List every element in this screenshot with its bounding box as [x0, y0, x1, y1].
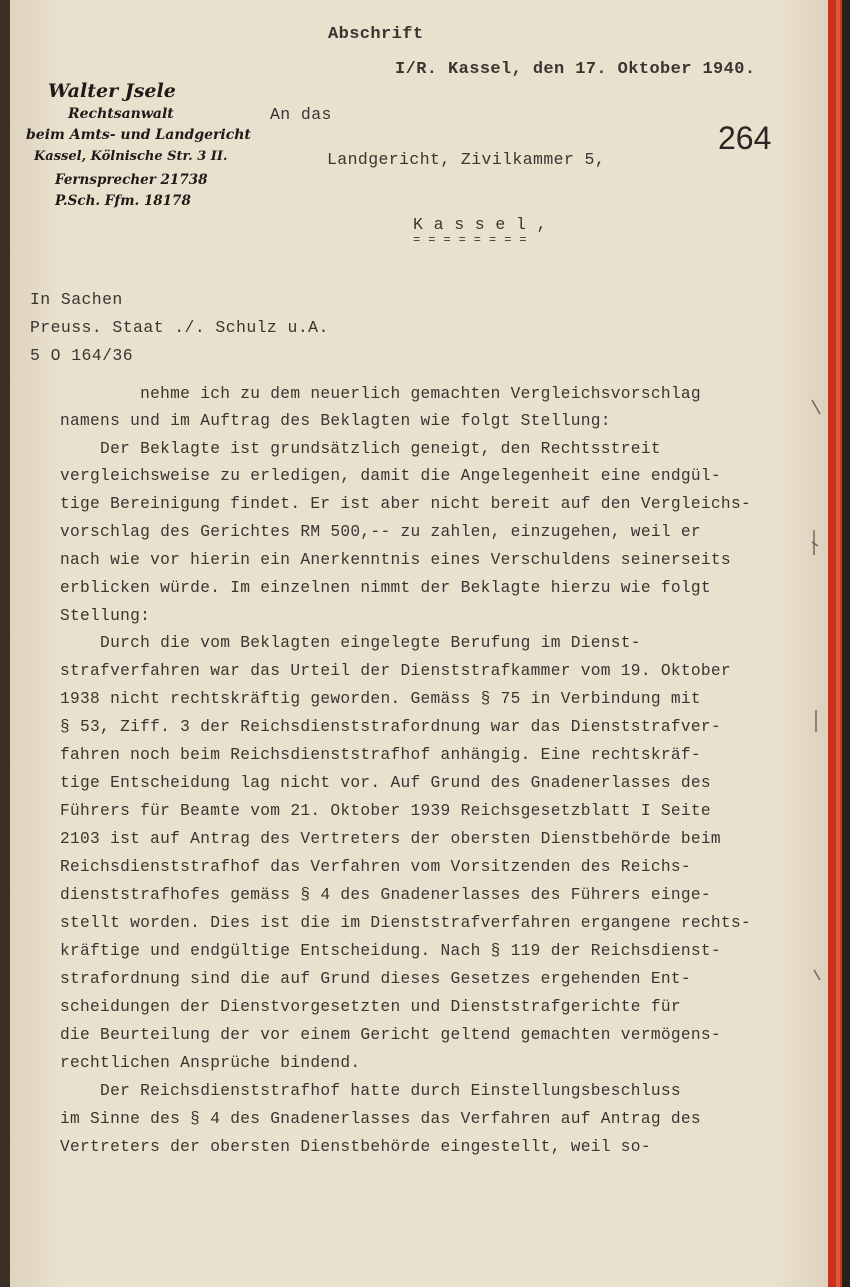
letterhead-phone: Fernsprecher 21738: [55, 172, 208, 188]
page-number: 264: [718, 120, 772, 156]
page-left-edge: [0, 0, 10, 1287]
body-line-26: Der Reichsdienststrafhof hatte durch Einstellungsbeschluss: [60, 1082, 681, 1100]
letterhead-postal: P.Sch. Ffm. 18178: [55, 193, 191, 209]
body-line-8: erblicken würde. Im einzelnen nimmt der Beklagte hierzu wie folgt: [60, 579, 711, 597]
body-line-9: Stellung:: [60, 607, 151, 625]
body-line-16: Führers für Beamte vom 21. Oktober 1939 Reichsgesetzblatt I Seite: [60, 802, 711, 820]
case-number: 5 O 164/36: [30, 346, 134, 365]
body-line-3: Der Beklagte ist grundsätzlich geneigt, den Rechtsstreit: [60, 440, 661, 458]
body-line-18: Reichsdienststrafhof das Verfahren vom Vorsitzenden des Reichs-: [60, 858, 691, 876]
body-line-11: strafverfahren war das Urteil der Dienststrafkammer vom 19. Oktober: [60, 662, 731, 680]
body-line-6: vorschlag des Gerichtes RM 500,-- zu zahlen, einzugehen, weil er: [60, 523, 701, 541]
red-folder-highlight: [836, 0, 840, 1287]
reference-date: I/R. Kassel, den 17. Oktober 1940.: [395, 60, 756, 79]
body-line-20: stellt worden. Dies ist die im Dienststrafverfahren ergangene rechts-: [60, 914, 751, 932]
recipient-city: K a s s e l ,: [413, 215, 547, 234]
body-line-13: § 53, Ziff. 3 der Reichsdienststrafordnung war das Dienststrafver-: [60, 718, 721, 736]
body-line-5: tige Bereinigung findet. Er ist aber nicht bereit auf den Vergleichs-: [60, 495, 751, 513]
body-line-24: die Beurteilung der vor einem Gericht geltend gemachten vermögens-: [60, 1026, 721, 1044]
recipient-line1: An das: [270, 105, 332, 124]
page-right-edge: [842, 0, 850, 1287]
case-parties: Preuss. Staat ./. Schulz u.A.: [30, 318, 329, 337]
body-line-28: Vertreters der obersten Dienstbehörde eingestellt, weil so-: [60, 1138, 651, 1156]
letterhead-address: Kassel, Kölnische Str. 3 II.: [34, 149, 228, 164]
body-line-10: Durch die vom Beklagten eingelegte Berufung im Dienst-: [60, 634, 641, 652]
body-line-27: im Sinne des § 4 des Gnadenerlasses das Verfahren auf Antrag des: [60, 1110, 701, 1128]
body-line-14: fahren noch beim Reichsdienststrafhof anhängig. Eine rechtskräf-: [60, 746, 701, 764]
body-line-25: rechtlichen Ansprüche bindend.: [60, 1054, 361, 1072]
body-line-2: namens und im Auftrag des Beklagten wie folgt Stellung:: [60, 412, 611, 430]
recipient-city-underline: = = = = = = = =: [413, 233, 528, 247]
letterhead-name: Walter Jsele: [48, 80, 176, 102]
body-line-1: nehme ich zu dem neuerlich gemachten Vergleichsvorschlag: [60, 385, 701, 403]
body-line-21: kräftige und endgültige Entscheidung. Nach § 119 der Reichsdienst-: [60, 942, 721, 960]
body-line-4: vergleichsweise zu erledigen, damit die Angelegenheit eine endgül-: [60, 467, 721, 485]
body-line-23: scheidungen der Dienstvorgesetzten und Dienststrafgerichte für: [60, 998, 681, 1016]
letterhead-profession: Rechtsanwalt: [68, 106, 174, 122]
body-line-17: 2103 ist auf Antrag des Vertreters der obersten Dienstbehörde beim: [60, 830, 721, 848]
letterhead-court: beim Amts- und Landgericht: [26, 127, 251, 143]
body-line-7: nach wie vor hierin ein Anerkenntnis eines Verschuldens seinerseits: [60, 551, 731, 569]
margin-pencil-marks: [806, 380, 828, 1280]
recipient-court: Landgericht, Zivilkammer 5,: [327, 150, 606, 169]
document-title: Abschrift: [328, 25, 424, 44]
body-line-15: tige Entscheidung lag nicht vor. Auf Grund des Gnadenerlasses des: [60, 774, 711, 792]
body-line-22: strafordnung sind die auf Grund dieses Gesetzes ergehenden Ent-: [60, 970, 691, 988]
case-label: In Sachen: [30, 290, 123, 309]
body-line-12: 1938 nicht rechtskräftig geworden. Gemäss § 75 in Verbindung mit: [60, 690, 701, 708]
body-line-19: dienststrafhofes gemäss § 4 des Gnadenerlasses des Führers einge-: [60, 886, 711, 904]
